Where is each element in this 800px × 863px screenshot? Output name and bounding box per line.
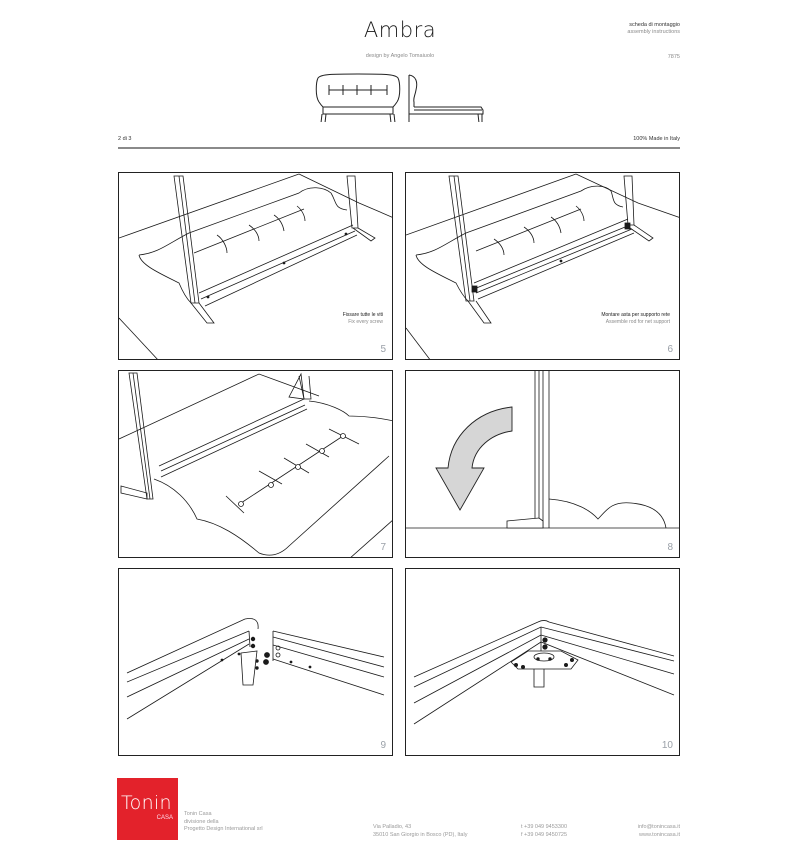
contact-phone xyxy=(521,823,567,839)
step-panel-8 xyxy=(405,370,680,558)
bed-frame-screw-fixing-illustration xyxy=(119,173,393,360)
caption-it: Montare asta per supporto rete xyxy=(601,312,670,318)
company-line: Tonin Casa xyxy=(184,811,212,817)
caption-it: Fissare tutte le viti xyxy=(342,312,383,318)
step-number: 5 xyxy=(380,344,386,355)
page-indicator: 2 di 3 xyxy=(118,136,132,142)
tonin-casa-logo xyxy=(117,778,178,840)
company-address xyxy=(373,823,467,839)
logo-sub: CASA xyxy=(156,815,173,821)
corner-bracket-leg-mounted-illustration xyxy=(406,569,680,756)
made-in-italy-label: 100% Made in Italy xyxy=(633,136,680,142)
step-number: 8 xyxy=(667,542,673,553)
address-line: Via Palladio, 43 xyxy=(373,824,412,830)
headboard-tilt-down-arrow-illustration xyxy=(406,371,680,558)
address-line: 35010 San Giorgio in Bosco (PD), Italy xyxy=(373,832,468,838)
company-line: divisione della xyxy=(184,818,219,825)
phone-number: t +39 049 9453300 xyxy=(521,824,568,830)
curved-arrow-icon xyxy=(436,407,512,510)
step-panel-9 xyxy=(118,568,393,756)
document-type xyxy=(627,22,680,36)
side-rail-leg-joint-illustration xyxy=(119,569,393,756)
product-title: Ambra xyxy=(363,18,437,42)
company-line: Progetto Design International srl xyxy=(184,826,263,832)
caption-en: Assemble rod for net support xyxy=(605,319,670,325)
header-divider xyxy=(118,147,680,149)
document-type-it: scheda di montaggio xyxy=(629,22,680,28)
document-code: 7875 xyxy=(667,54,680,60)
fax-number: f +39 049 9450725 xyxy=(521,832,568,838)
step-panel-7 xyxy=(118,370,393,558)
step-number: 9 xyxy=(380,740,386,751)
company-info xyxy=(184,811,263,834)
step-caption xyxy=(343,312,383,326)
step-number: 7 xyxy=(380,542,386,553)
caption-en: Fix every screw xyxy=(348,319,383,325)
bed-front-view-icon xyxy=(313,72,403,122)
logo-brand: Tonin xyxy=(121,792,172,814)
step-panel-10 xyxy=(405,568,680,756)
step-panel-6 xyxy=(405,172,680,360)
email-link[interactable]: info@tonincasa.it xyxy=(637,824,680,830)
step-panel-5 xyxy=(118,172,393,360)
step-caption xyxy=(601,312,670,326)
headboard-corner-bracket-illustration xyxy=(119,371,393,558)
bed-frame-rod-assembly-illustration xyxy=(406,173,680,360)
designer-credit: design by Angelo Tomaiuolo xyxy=(365,53,435,59)
step-number: 6 xyxy=(667,344,673,355)
step-number: 10 xyxy=(661,740,673,751)
contact-web xyxy=(638,823,680,839)
bed-side-view-icon xyxy=(406,72,486,122)
website-link[interactable]: www.tonincasa.it xyxy=(639,832,680,838)
document-type-en: assembly instructions xyxy=(627,29,680,35)
